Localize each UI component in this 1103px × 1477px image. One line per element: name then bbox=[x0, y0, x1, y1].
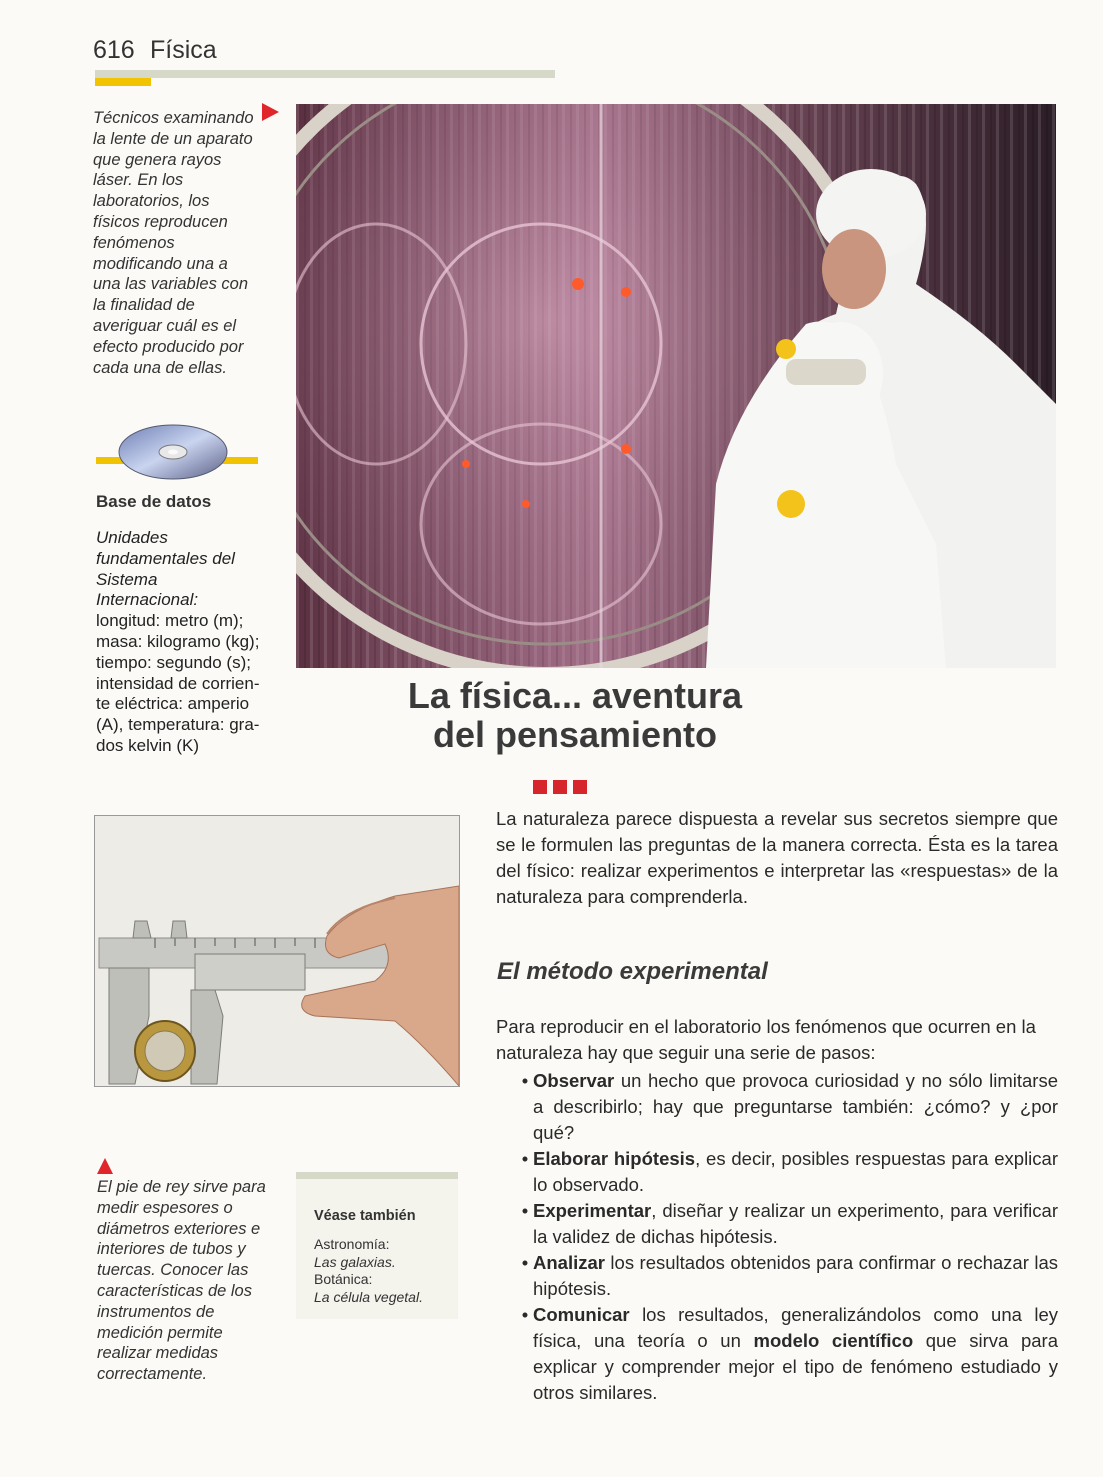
intro-paragraph: La naturaleza parece dispuesta a revelar sus secretos siempre que se le formulen las preguntas de la manera correcta. Ésta es la tarea del físico: realizar experimentos e interpretar las «respuestas» de la naturaleza para comprenderla. bbox=[496, 808, 1058, 907]
database-line: fundamentales del bbox=[96, 548, 235, 568]
method-steps-list bbox=[517, 1068, 1058, 1406]
see-also-label: Astronomía: bbox=[314, 1236, 390, 1252]
database-line: masa: kilogramo (kg); bbox=[96, 631, 260, 651]
step-text: , es decir, posibles respuestas para explicar lo observado. bbox=[533, 1148, 1058, 1195]
step-text-2: que sirva para explicar y comprender mejor el tipo de fenómeno estudiado y otros similares. bbox=[533, 1330, 1058, 1403]
list-item bbox=[517, 1068, 1058, 1146]
list-item bbox=[517, 1146, 1058, 1198]
database-content bbox=[96, 528, 271, 757]
caliper-caption: El pie de rey sirve para medir espesores o diámetros exteriores e interiores de tubos y tuercas. Conocer las características de los instrumentos de medición permite realizar medidas correctamente. bbox=[97, 1178, 266, 1384]
database-line: Unidades bbox=[96, 528, 168, 547]
laser-photo-illustration bbox=[296, 104, 1056, 668]
section-title: Física bbox=[150, 36, 217, 64]
caption-arrow-icon bbox=[262, 103, 279, 121]
laser-lab-photo bbox=[296, 104, 1056, 668]
bullet-icon: • bbox=[521, 1148, 529, 1169]
section-heading: El método experimental bbox=[497, 958, 768, 985]
step-term-2: modelo científico bbox=[753, 1330, 914, 1351]
method-intro: Para reproducir en el laboratorio los fenómenos que ocurren en la naturaleza hay que seguir una serie de pasos: bbox=[496, 1016, 1036, 1063]
database-line: intensidad de corrien- bbox=[96, 673, 260, 693]
bullet-icon: • bbox=[521, 1304, 529, 1325]
caliper-photo bbox=[94, 815, 460, 1087]
photo-caption: Técnicos examinando la lente de un aparato que genera rayos láser. En los laboratorios, los físicos reproducen fenómenos modificando una a una las variables con la finalidad de averiguar cuál es el efecto producido por cada una de ellas. bbox=[93, 109, 254, 377]
step-term: Observar bbox=[533, 1070, 615, 1091]
step-term: Analizar bbox=[533, 1252, 605, 1273]
ornament-square bbox=[573, 780, 587, 794]
title-ornament bbox=[533, 780, 587, 794]
bullet-icon: • bbox=[521, 1070, 529, 1091]
list-item bbox=[517, 1250, 1058, 1302]
bullet-icon: • bbox=[521, 1200, 529, 1221]
see-also-rule bbox=[296, 1172, 458, 1179]
database-line: Sistema bbox=[96, 569, 158, 589]
caption-arrow-icon bbox=[97, 1158, 113, 1174]
see-also-title: Véase también bbox=[314, 1208, 416, 1224]
ornament-square bbox=[553, 780, 567, 794]
see-also-topic-link[interactable]: La célula vegetal. bbox=[314, 1288, 423, 1305]
database-line: dos kelvin (K) bbox=[96, 735, 199, 755]
step-text: , diseñar y realizar un experimento, para verificar la validez de dichas hipótesis. bbox=[533, 1200, 1058, 1247]
step-text: los resultados, generalizándolos como una ley física, una teoría o un bbox=[533, 1304, 1058, 1351]
see-also-topic-link[interactable]: Las galaxias. bbox=[314, 1253, 396, 1270]
ornament-square bbox=[533, 780, 547, 794]
header-rule bbox=[95, 70, 555, 78]
list-item bbox=[517, 1198, 1058, 1250]
database-line: te eléctrica: amperio bbox=[96, 694, 250, 714]
step-term: Comunicar bbox=[533, 1304, 630, 1325]
main-title-line-2: del pensamiento bbox=[432, 714, 718, 755]
step-term: Elaborar hipótesis bbox=[533, 1148, 696, 1169]
step-text: un hecho que provoca curiosidad y no sólo limitarse a describirlo; hay que preguntarse también: ¿cómo? y ¿por qué? bbox=[533, 1070, 1058, 1143]
database-line: (A), temperatura: gra- bbox=[96, 715, 260, 735]
database-line: longitud: metro (m); bbox=[96, 611, 244, 631]
bullet-icon: • bbox=[521, 1252, 529, 1273]
main-title bbox=[320, 676, 830, 754]
list-item bbox=[517, 1302, 1058, 1406]
cd-icon bbox=[117, 424, 229, 480]
step-text: los resultados obtenidos para confirmar o rechazar las hipótesis. bbox=[533, 1252, 1058, 1299]
header-accent-bar bbox=[95, 78, 151, 86]
database-title: Base de datos bbox=[96, 492, 212, 511]
see-also-label: Botánica: bbox=[314, 1271, 373, 1287]
database-line: Internacional: bbox=[96, 590, 199, 610]
main-title-line-1: La física... aventura bbox=[407, 675, 743, 716]
database-line: tiempo: segundo (s); bbox=[96, 652, 251, 672]
caliper-illustration bbox=[95, 816, 459, 1086]
page-number: 616 bbox=[93, 36, 135, 64]
step-term: Experimentar bbox=[533, 1200, 652, 1221]
see-also-list bbox=[314, 1236, 423, 1306]
